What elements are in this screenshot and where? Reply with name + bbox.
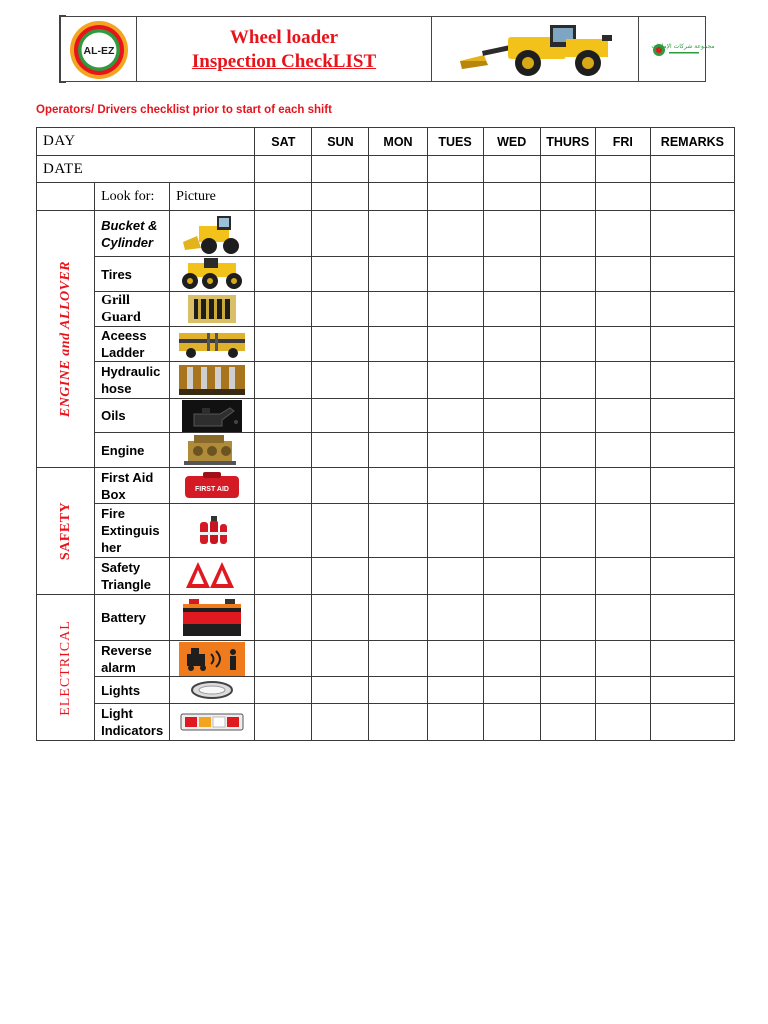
hydraulic-hose-photo-icon [177,363,247,397]
item-label-light-indicators: Light Indicators [95,704,170,741]
first-aid-box-icon [181,470,243,502]
check-cell[interactable] [312,211,369,257]
picture-cell [170,558,255,595]
check-cell[interactable] [540,211,595,257]
check-cell[interactable] [483,433,540,468]
partner-logo-text: مجموعة شركات الإمارات [651,43,715,50]
check-cell[interactable] [255,677,312,704]
check-cell[interactable] [312,292,369,327]
day-header-mon: MON [369,128,427,156]
check-cell[interactable] [540,504,595,558]
section-label-electrical: ELECTRICAL [57,619,73,716]
title-line2: Inspection CheckLIST [191,51,377,72]
check-cell[interactable] [595,704,650,741]
wheel-loader-icon [432,17,638,81]
look-for-row [37,183,735,211]
date-row [37,156,735,183]
check-cell[interactable] [427,399,483,433]
reverse-alarm-icon [179,642,245,676]
check-cell[interactable] [255,468,312,504]
check-cell[interactable] [312,183,369,211]
item-label-tires: Tires [95,257,170,292]
check-cell[interactable] [312,468,369,504]
picture-cell [170,399,255,433]
check-cell[interactable] [255,433,312,468]
check-cell[interactable] [650,183,734,211]
ladder-photo-icon [177,329,247,359]
loader-image-cell [432,17,639,81]
check-cell[interactable] [312,362,369,399]
date-cell[interactable] [369,156,427,183]
check-cell[interactable] [255,704,312,741]
company-logo-cell [61,17,137,81]
day-label: DAY [37,128,255,156]
check-cell[interactable] [369,362,427,399]
logo-text: AL-EZ [83,45,115,57]
section-safety [37,468,95,595]
picture-cell [170,211,255,257]
check-cell[interactable] [312,399,369,433]
picture-cell [170,468,255,504]
date-cell[interactable] [427,156,483,183]
check-cell[interactable] [595,327,650,362]
remarks-cell[interactable] [650,558,734,595]
check-cell[interactable] [540,362,595,399]
remarks-header: REMARKS [650,128,734,156]
check-cell[interactable] [427,292,483,327]
check-cell[interactable] [595,257,650,292]
battery-icon [179,596,245,640]
day-header-sat: SAT [255,128,312,156]
item-row-bucket [37,211,735,257]
check-cell[interactable] [427,327,483,362]
check-cell[interactable] [369,257,427,292]
check-cell[interactable] [540,595,595,641]
picture-cell [170,292,255,327]
check-cell[interactable] [540,677,595,704]
check-cell[interactable] [540,257,595,292]
check-cell[interactable] [483,677,540,704]
check-cell[interactable] [312,433,369,468]
al-ez-logo-icon [61,17,137,83]
picture-cell [170,327,255,362]
date-cell[interactable] [650,156,734,183]
check-cell[interactable] [595,558,650,595]
check-cell[interactable] [540,704,595,741]
check-cell[interactable] [540,399,595,433]
item-label-battery: Battery [95,595,170,641]
fire-extinguisher-icon [192,514,232,548]
check-cell[interactable] [255,595,312,641]
item-row-safety-triangle [37,558,735,595]
date-cell[interactable] [483,156,540,183]
item-row-ladder [37,327,735,362]
check-cell[interactable] [483,468,540,504]
check-cell[interactable] [369,292,427,327]
check-cell[interactable] [595,677,650,704]
partner-logo-cell [639,17,715,81]
section-label-safety: SAFETY [57,501,73,561]
check-cell[interactable] [369,211,427,257]
check-cell[interactable] [427,362,483,399]
remarks-cell[interactable] [650,399,734,433]
check-cell[interactable] [483,327,540,362]
check-cell[interactable] [427,704,483,741]
check-cell[interactable] [369,433,427,468]
partner-logo-icon [639,17,715,83]
day-header-sun: SUN [312,128,369,156]
picture-cell [170,504,255,558]
check-cell[interactable] [427,183,483,211]
oil-can-icon [180,400,244,432]
remarks-cell[interactable] [650,362,734,399]
item-row-first-aid [37,468,735,504]
check-cell[interactable] [255,257,312,292]
check-cell[interactable] [312,595,369,641]
check-cell[interactable] [312,677,369,704]
remarks-cell[interactable] [650,641,734,677]
check-cell[interactable] [369,677,427,704]
loader-photo-icon [177,212,247,256]
check-cell[interactable] [483,211,540,257]
item-label-grill: Grill Guard [95,292,170,327]
check-cell[interactable] [255,504,312,558]
check-cell[interactable] [595,641,650,677]
check-cell[interactable] [255,641,312,677]
check-cell[interactable] [255,292,312,327]
item-row-fire-extinguisher [37,504,735,558]
checklist-subtitle: Operators/ Drivers checklist prior to start of each shift [36,104,332,116]
check-cell[interactable] [369,704,427,741]
check-cell[interactable] [595,362,650,399]
check-cell[interactable] [595,399,650,433]
date-cell[interactable] [595,156,650,183]
item-label-bucket: Bucket & Cylinder [95,211,170,257]
item-label-oils: Oils [95,399,170,433]
check-cell[interactable] [540,558,595,595]
tires-photo-icon [174,257,250,291]
check-cell[interactable] [483,504,540,558]
check-cell[interactable] [312,327,369,362]
look-for-label: Look for: [95,183,170,211]
check-cell[interactable] [312,257,369,292]
engine-photo-icon [180,433,244,467]
picture-cell [170,257,255,292]
check-cell[interactable] [595,183,650,211]
check-cell[interactable] [427,595,483,641]
item-label-engine: Engine [95,433,170,468]
remarks-cell[interactable] [650,433,734,468]
item-label-safety-triangle: Safety Triangle [95,558,170,595]
check-cell[interactable] [483,704,540,741]
check-cell[interactable] [312,558,369,595]
check-cell[interactable] [483,641,540,677]
check-cell[interactable] [540,183,595,211]
check-cell[interactable] [540,327,595,362]
check-cell[interactable] [483,362,540,399]
day-header-thurs: THURS [540,128,595,156]
check-cell[interactable] [595,292,650,327]
item-label-ladder: Aceess Ladder [95,327,170,362]
picture-cell [170,677,255,704]
item-row-lights [37,677,735,704]
check-cell[interactable] [427,641,483,677]
check-cell[interactable] [427,468,483,504]
grill-guard-photo-icon [182,293,242,325]
item-label-hydraulic: Hydraulic hose [95,362,170,399]
title-cell [137,17,432,81]
safety-triangle-icon [184,560,240,592]
check-cell[interactable] [595,211,650,257]
blank-cell [37,183,95,211]
check-cell[interactable] [427,433,483,468]
check-cell[interactable] [540,468,595,504]
section-electrical [37,595,95,741]
picture-cell [170,433,255,468]
light-indicator-icon [179,711,245,733]
section-engine [37,211,95,468]
remarks-cell[interactable] [650,504,734,558]
title-line1: Wheel loader [229,27,339,48]
first-aid-badge-text: FIRST AID [195,485,230,493]
date-cell[interactable] [540,156,595,183]
day-header-fri: FRI [595,128,650,156]
remarks-cell[interactable] [650,327,734,362]
inspection-table [36,127,735,741]
check-cell[interactable] [255,399,312,433]
section-label-engine: ENGINE and ALLOVER [57,260,73,418]
item-label-fire-extinguisher: Fire Extinguis her [95,504,170,558]
check-cell[interactable] [483,257,540,292]
day-header-wed: WED [483,128,540,156]
check-cell[interactable] [255,327,312,362]
check-cell[interactable] [427,257,483,292]
check-cell[interactable] [540,641,595,677]
check-cell[interactable] [369,595,427,641]
check-cell[interactable] [595,595,650,641]
check-cell[interactable] [483,595,540,641]
check-cell[interactable] [255,211,312,257]
check-cell[interactable] [312,641,369,677]
picture-cell [170,704,255,741]
check-cell[interactable] [595,468,650,504]
day-row [37,128,735,156]
check-cell[interactable] [540,433,595,468]
date-cell[interactable] [255,156,312,183]
item-row-oils [37,399,735,433]
item-row-engine [37,433,735,468]
picture-cell [170,641,255,677]
remarks-cell[interactable] [650,468,734,504]
check-cell[interactable] [369,504,427,558]
remarks-cell[interactable] [650,257,734,292]
date-label: DATE [37,156,255,183]
remarks-cell[interactable] [650,211,734,257]
check-cell[interactable] [369,641,427,677]
check-cell[interactable] [483,399,540,433]
remarks-cell[interactable] [650,677,734,704]
picture-label: Picture [170,183,255,211]
check-cell[interactable] [369,399,427,433]
check-cell[interactable] [427,504,483,558]
check-cell[interactable] [255,362,312,399]
check-cell[interactable] [483,292,540,327]
item-row-hydraulic [37,362,735,399]
check-cell[interactable] [427,677,483,704]
item-row-grill [37,292,735,327]
item-label-first-aid: First Aid Box [95,468,170,504]
check-cell[interactable] [255,558,312,595]
check-cell[interactable] [255,183,312,211]
check-cell[interactable] [540,292,595,327]
check-cell[interactable] [369,327,427,362]
header-band [60,16,715,82]
check-cell[interactable] [369,558,427,595]
check-cell[interactable] [312,704,369,741]
check-cell[interactable] [483,183,540,211]
check-cell[interactable] [595,433,650,468]
item-row-light-indicators [37,704,735,741]
check-cell[interactable] [483,558,540,595]
picture-cell [170,595,255,641]
remarks-cell[interactable] [650,595,734,641]
check-cell[interactable] [427,211,483,257]
remarks-cell[interactable] [650,292,734,327]
check-cell[interactable] [427,558,483,595]
check-cell[interactable] [369,183,427,211]
item-label-lights: Lights [95,677,170,704]
date-cell[interactable] [312,156,369,183]
check-cell[interactable] [369,468,427,504]
item-row-battery [37,595,735,641]
check-cell[interactable] [312,504,369,558]
item-row-tires [37,257,735,292]
remarks-cell[interactable] [650,704,734,741]
day-header-tues: TUES [427,128,483,156]
item-row-reverse-alarm [37,641,735,677]
light-icon [187,678,237,702]
check-cell[interactable] [595,504,650,558]
picture-cell [170,362,255,399]
item-label-reverse-alarm: Reverse alarm [95,641,170,677]
